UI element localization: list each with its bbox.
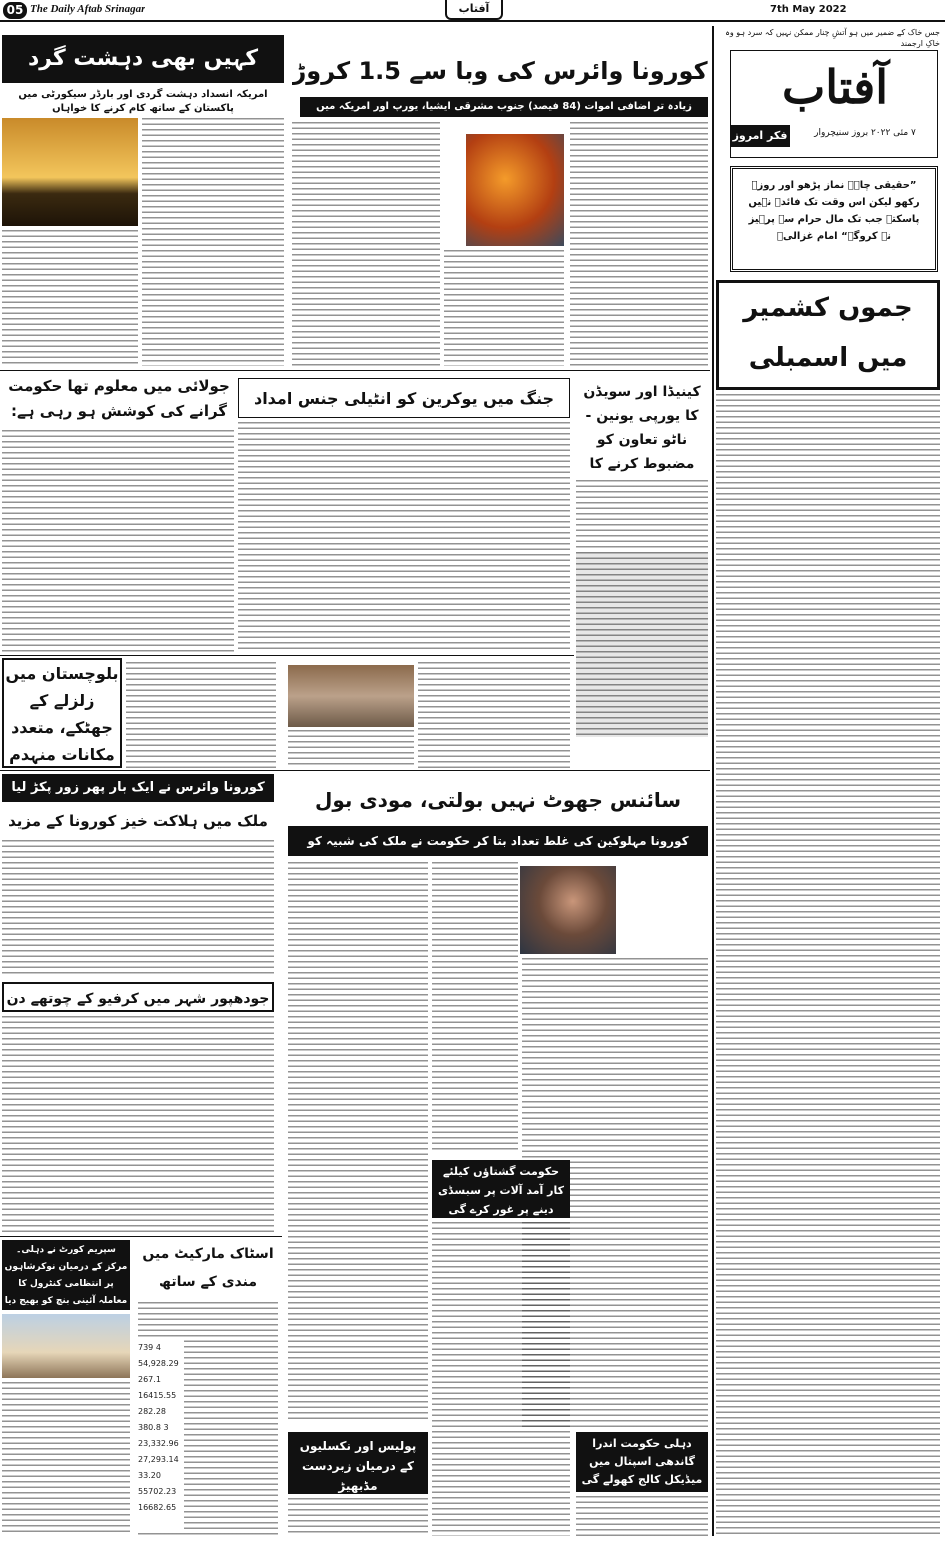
supreme-court-photo [2, 1314, 130, 1378]
terror-body-2 [2, 230, 138, 366]
imran-body [2, 430, 234, 652]
stock-figure: 33.20 [138, 1471, 161, 1480]
divider-top [0, 370, 710, 371]
police-body [288, 1498, 428, 1536]
rahul-body-1 [288, 862, 428, 1422]
subhead-terror: امریکہ انسداد دہشت گردی اور بارڈر سیکورٹی میں پاکستان کے ساتھ کام کرنے کا خواہاں [18, 89, 268, 114]
quote-of-day: ”حقیقی چاہے نماز پڑھو اور روزے رکھو لیکن اس وقت تک فائدہ نہیں پاسکتے جب تک مال حرام سے پرہیز نہ کروگے“ امام غزالیؒ [730, 166, 938, 272]
stock-figure: 54,928.29 [138, 1359, 179, 1368]
canada-body-1 [576, 480, 708, 550]
divider-mid-2 [0, 770, 710, 771]
headline-supreme-court: سپریم کورٹ نے دہلی۔ مرکز کے درمیان نوکرشاہوں پر انتظامی کنٹرول کا معاملہ آئینی بنچ کو بھیج دیا [2, 1240, 130, 1310]
right-column-divider [712, 26, 714, 1536]
earthquake-photo [288, 665, 414, 727]
jodhpur-body [2, 1016, 274, 1234]
stock-figure: 380.8 3 [138, 1423, 169, 1432]
headline-corona-india: ملک میں ہلاکت خیز کورونا کے مزید [8, 812, 268, 830]
masthead-title: آفتاب [782, 60, 888, 114]
divider-mid-1 [0, 655, 574, 656]
soldiers-photo [2, 118, 138, 226]
headline-canada: کینیڈا اور سویڈن کا یورپی یونین - ناٹو تعاون کو مضبوط کرنے کا [583, 384, 701, 472]
subhead-corona-main: زیادہ تر اضافی اموات (84 فیصد) جنوب مشرقی ایشیا، یورپ اور امریکہ میں [300, 97, 708, 117]
headline-balochistan: بلوچستان میں زلزلے کے جھٹکے، متعدد مکانات منہدم [2, 658, 122, 768]
terror-body-1 [142, 118, 284, 366]
corona-body-3 [570, 122, 708, 366]
masthead-date: ۷ مئی ۲۰۲۲ بروز سنیچروار [814, 128, 916, 138]
stock-figure: 16415.55 [138, 1391, 177, 1400]
corona-body-1 [292, 122, 440, 366]
stock-figure: 739 4 [138, 1343, 161, 1352]
corona-india-body [2, 840, 274, 976]
headline-delhi-hospital: دہلی حکومت اندرا گاندھی اسپتال میں میڈیکل کالج کھولے گی [576, 1432, 708, 1492]
divider-left-bottom [0, 1236, 282, 1237]
stock-figure: 27,293.14 [138, 1455, 179, 1464]
subsidy-body [432, 1222, 570, 1536]
balochistan-body-2 [288, 730, 414, 768]
balochistan-body-3 [418, 662, 570, 768]
issue-date: 7th May 2022 [770, 4, 847, 15]
delhi-hospital-body [576, 1496, 708, 1536]
page-number: 05 [3, 2, 27, 19]
headline-imran: جولائی میں معلوم تھا حکومت گرانے کی کوشش ہو رہی ہے: [8, 377, 230, 420]
headline-stock: اسٹاک مارکیٹ میں مندی کے ساتھ [142, 1246, 274, 1290]
rahul-gandhi-photo [520, 866, 616, 954]
headline-corona-india-label: کورونا وائرس نے ایک بار پھر زور پکڑ لیا [2, 774, 274, 802]
stock-figure: 16682.65 [138, 1503, 177, 1512]
stock-figure: 282.28 [138, 1407, 166, 1416]
masthead-slogan: جس خاک کے ضمیر میں ہو آتشِ چنار ممکن نہیں کہ سرد ہو وہ خاکِ ارجمند [725, 28, 940, 48]
canada-body-2 [576, 552, 708, 737]
subhead-rahul: کورونا مہلوکین کی غلط تعداد بتا کر حکومت نے ملک کی شبیہ کو [288, 826, 708, 856]
masthead-section-label: فکر امروز [730, 125, 790, 147]
paper-name: The Daily Aftab Srinagar [30, 3, 146, 15]
headline-rahul: سائنس جھوٹ نہیں بولتی، مودی بول [314, 788, 682, 812]
balochistan-body-1 [126, 662, 276, 768]
ukraine-body [238, 422, 570, 652]
headline-subsidy: حکومت گشتاؤں کیلئے کار آمد آلات پر سبسڈی دینے پر غور کرے گی [432, 1160, 570, 1218]
headline-terror: کہیں بھی دہشت گرد [2, 35, 284, 83]
center-logo: آفتاب [445, 0, 503, 20]
stock-figure: 23,332.96 [138, 1439, 179, 1448]
headline-ukraine: جنگ میں یوکرین کو انٹیلی جنس امداد [238, 378, 570, 418]
supreme-court-body [2, 1382, 130, 1536]
headline-police: پولیس اور نکسلیوں کے درمیان زبردست مڈبھیڑ [288, 1432, 428, 1494]
headline-jk-assembly: جموں کشمیر میں اسمبلی [716, 280, 940, 390]
stock-figure: 267.1 [138, 1375, 161, 1384]
headline-jodhpur: جودھپور شہر میں کرفیو کے چوتھے دن [2, 982, 274, 1012]
rahul-body-2 [432, 862, 518, 1152]
jk-assembly-body [716, 394, 940, 1536]
headline-corona-main: کورونا وائرس کی وبا سے 1.5 کروڑ [292, 57, 708, 85]
stock-figures [138, 1340, 184, 1530]
stock-figure: 55702.23 [138, 1487, 177, 1496]
covid-fire-photo [466, 134, 564, 246]
corona-body-2 [444, 250, 564, 366]
